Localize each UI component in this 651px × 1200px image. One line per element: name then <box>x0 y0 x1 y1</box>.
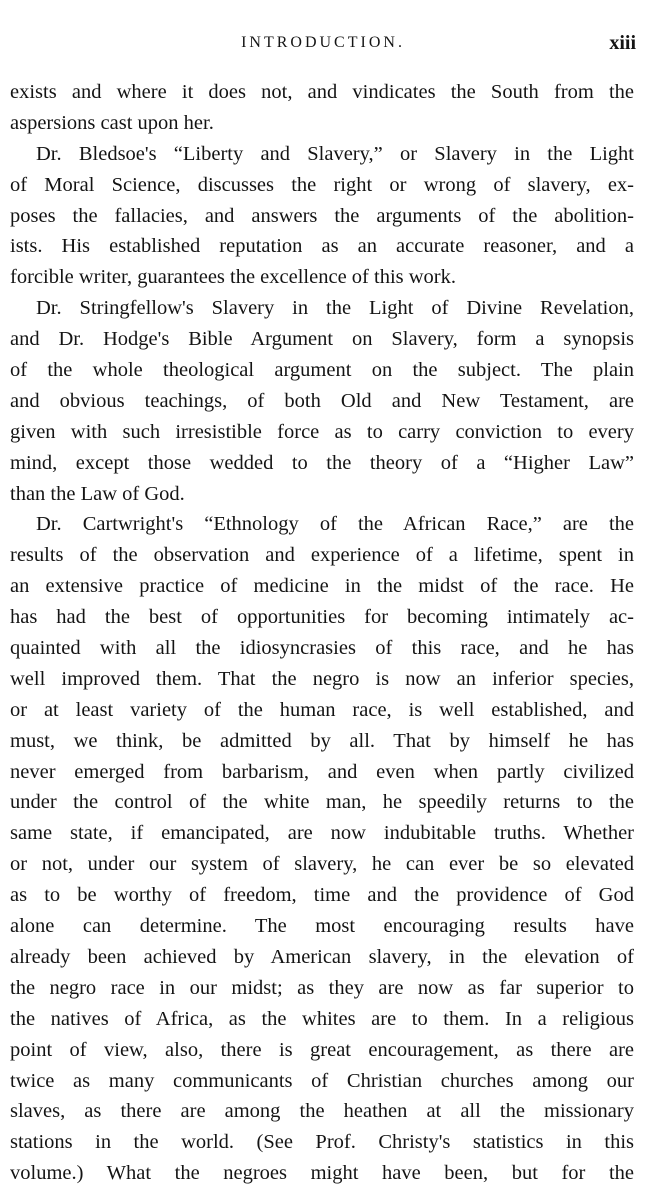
text-line: given with such irresistible force as to carry conviction to every <box>10 420 634 443</box>
text-line: as to be worthy of freedom, time and the providence of God <box>10 884 634 907</box>
text-line: ists. His established reputation as an accurate reasoner, and a <box>10 235 634 258</box>
text-line: stations in the world. (See Prof. Christy's statistics in this <box>10 1131 634 1154</box>
text-line: and Dr. Hodge's Bible Argument on Slavery, form a synopsis <box>10 328 634 351</box>
text-line: twice as many communicants of Christian churches among our <box>10 1069 634 1092</box>
page-number: xiii <box>609 32 636 54</box>
text-line: forcible writer, guarantees the excellence of this work. <box>10 266 456 289</box>
text-line: mind, except those wedded to the theory of a “Higher Law” <box>10 451 634 474</box>
text-line: never emerged from barbarism, and even when partly civilized <box>10 760 634 783</box>
text-line: must, we think, be admitted by all. That by himself he has <box>10 729 634 752</box>
text-line: of the whole theological argument on the subject. The plain <box>10 359 634 382</box>
text-line: or at least variety of the human race, is well established, and <box>10 698 634 721</box>
text-line: or not, under our system of slavery, he can ever be so elevated <box>10 853 634 876</box>
text-line: of Moral Science, discusses the right or wrong of slavery, ex- <box>10 173 634 196</box>
text-line: aspersions cast upon her. <box>10 111 214 134</box>
text-line: already been achieved by American slavery, in the elevation of <box>10 945 634 968</box>
text-line: has had the best of opportunities for becoming intimately ac- <box>10 606 634 629</box>
text-line: and obvious teachings, of both Old and New Testament, are <box>10 389 634 412</box>
text-line: results of the observation and experience of a lifetime, spent in <box>10 544 634 567</box>
text-line: Dr. Cartwright's “Ethnology of the African Race,” are the <box>36 513 634 536</box>
text-line: same state, if emancipated, are now indubitable truths. Whether <box>10 822 634 845</box>
text-line: volume.) What the negroes might have been, but for the <box>10 1162 634 1185</box>
text-line: than the Law of God. <box>10 482 185 505</box>
text-line: poses the fallacies, and answers the arguments of the abolition- <box>10 204 634 227</box>
text-line: the negro race in our midst; as they are now as far superior to <box>10 976 634 999</box>
running-head <box>10 30 636 60</box>
text-line: point of view, also, there is great encouragement, as there are <box>10 1038 634 1061</box>
running-title: INTRODUCTION. <box>241 34 405 51</box>
text-line: exists and where it does not, and vindicates the South from the <box>10 81 634 103</box>
text-line: the natives of Africa, as the whites are to them. In a religious <box>10 1007 634 1030</box>
text-line: well improved them. That the negro is now an inferior species, <box>10 667 634 690</box>
text-line: alone can determine. The most encouraging results have <box>10 915 634 938</box>
text-line: under the control of the white man, he speedily returns to the <box>10 791 634 814</box>
text-line: Dr. Stringfellow's Slavery in the Light of Divine Revelation, <box>36 297 634 320</box>
text-line: Dr. Bledsoe's “Liberty and Slavery,” or Slavery in the Light <box>36 142 634 165</box>
text-line: quainted with all the idiosyncrasies of this race, and he has <box>10 637 634 660</box>
text-line: an extensive practice of medicine in the midst of the race. He <box>10 575 634 598</box>
text-line: slaves, as there are among the heathen at all the missionary <box>10 1100 634 1123</box>
body-text <box>10 77 634 1189</box>
